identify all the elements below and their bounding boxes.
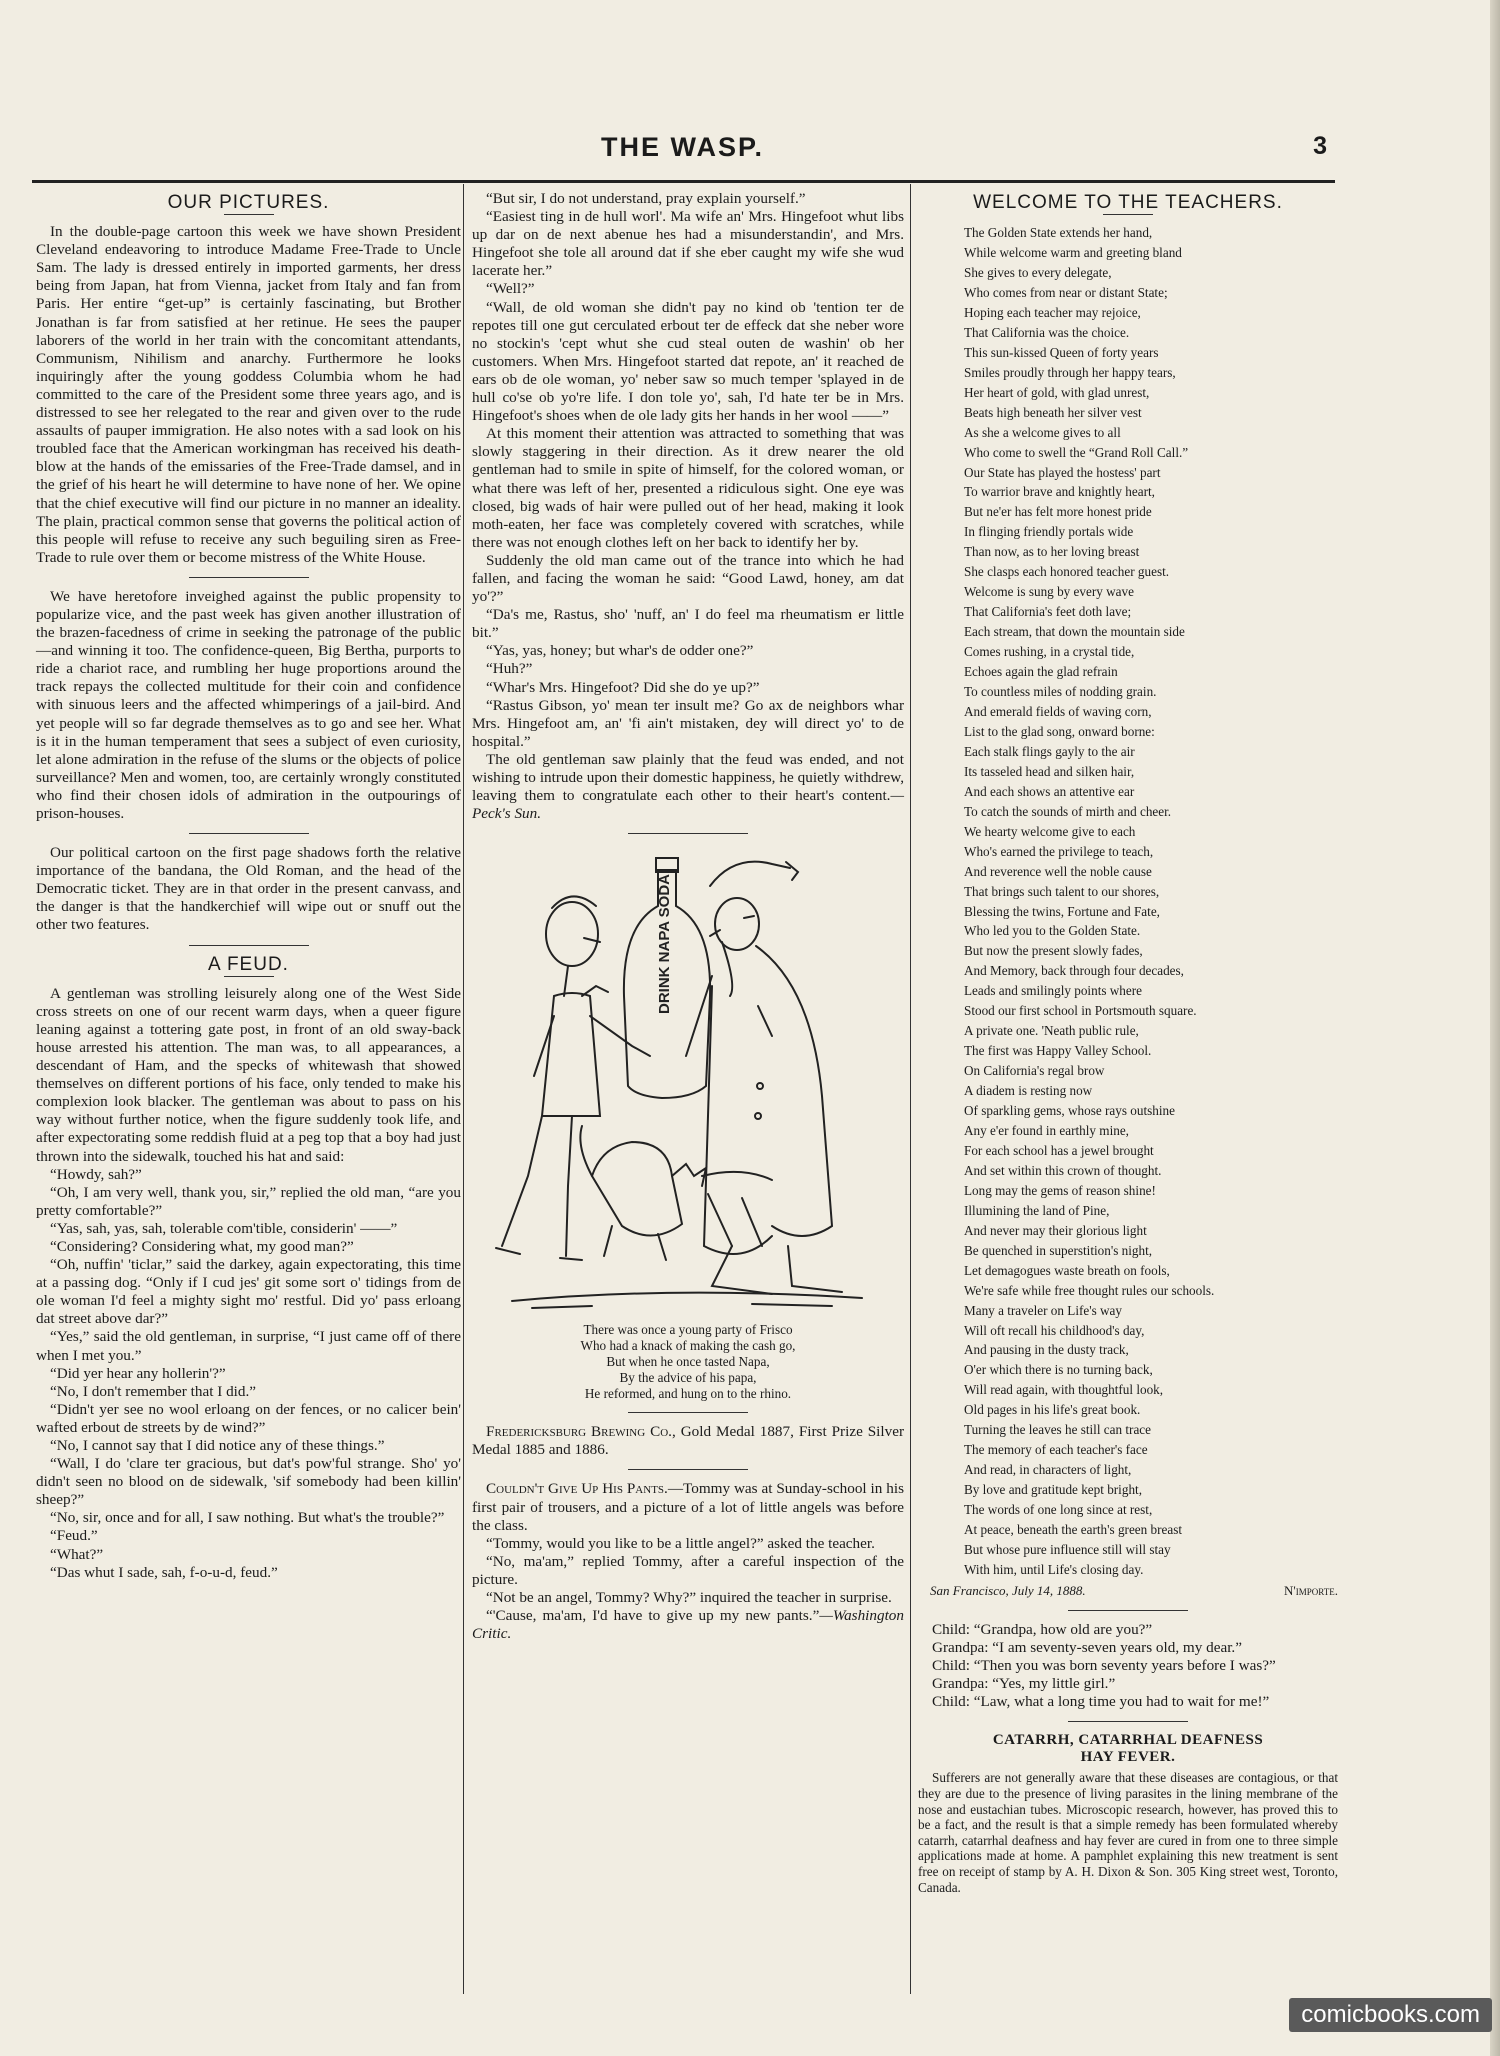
poem-line: And reverence well the noble cause (964, 863, 1152, 879)
poem-line: Our State has played the hostess' part (964, 464, 1161, 480)
poem-line: The Golden State extends her hand, (964, 225, 1153, 241)
dialog-line: Child: “Grandpa, how old are you?” (932, 1621, 1153, 1638)
dialog-line: “But sir, I do not understand, pray explain yourself.” (486, 190, 806, 207)
dialog-line: “Yes,” said the old gentleman, in surprise, “I just came off of there when I met you.” (36, 1328, 461, 1364)
watermark: comicbooks.com (1289, 1998, 1492, 2032)
poem-line: The first was Happy Valley School. (964, 1043, 1152, 1059)
catarrh-ad-text: Sufferers are not generally aware that these diseases are contagious, or that they are due to the presence of living parasites in the lining membrane of the nose and eustachian tubes. Microscopic research, however, has proved this to be a fact, and the result is that a simple remedy has been formulated whereby catarrh, catarrhal deafness and hay fever are cured in from one to three simple applications made at home. A pamphlet explaining this new treatment is sent free on receipt of stamp by A. H. Dixon & Son. 305 King street west, Toronto, Canada. (918, 1770, 1338, 1895)
section-divider (189, 833, 309, 834)
cartoon-drawing (472, 846, 904, 1316)
column-3 (918, 190, 1338, 1895)
poem-line: The words of one long since at rest, (964, 1502, 1153, 1518)
source-credit: —Peck's Sun. (472, 787, 904, 823)
poem-line: For each school has a jewel brought (964, 1142, 1154, 1158)
dialog-line: “Well?” (486, 280, 535, 298)
poem-line: Many a traveler on Life's way (964, 1302, 1122, 1318)
paragraph: We have heretofore inveighed against the public propensity to popularize vice, and the past week has given another illustration of the brazen-facedness of crime in seeking the patronage of the public—and winning it too. The confidence-queen, Big Bertha, purports to ride a chariot race, and rumbling her huge proportions around the track repays the collected multitude for their coin and confidence with sinuous leers and the affected whimperings of a jail-bird. And yet people will so far degrade themselves as to go and see her. What is it in the human temperament that sees a subject of even curiosity, let alone admiration in the refuse of the slums or the objects of police surveillance? Men and women, too, are certainly wrongly constituted who find their chosen idols of admiration in the outpourings of prison-houses. (36, 587, 461, 822)
poem-line: Comes rushing, in a crystal tide, (964, 644, 1135, 660)
dialog-line: “Howdy, sah?” (50, 1165, 142, 1183)
paragraph-text: The old gentleman saw plainly that the feud was ended, and not wishing to intrude upon their domestic happiness, he quietly withdrew, leaving them to congratulate each other to their heart's content. (472, 750, 904, 805)
poem-line: Blessing the twins, Fortune and Fate, (964, 903, 1160, 919)
column-rule-2 (910, 184, 911, 1994)
poem-line: A diadem is resting now (964, 1083, 1093, 1099)
section-divider (628, 1412, 748, 1413)
section-divider (189, 577, 309, 578)
poem-line: Will read again, with thoughtful look, (964, 1382, 1164, 1398)
caption-line: There was once a young party of Frisco (583, 1322, 793, 1338)
dialog-line: “Huh?” (486, 660, 533, 678)
dialog-line: “Yas, sah, yas, sah, tolerable com'tible, considerin' ——” (50, 1219, 398, 1237)
poem-line: In flinging friendly portals wide (964, 524, 1134, 540)
dialog-line: “Considering? Considering what, my good man?” (50, 1237, 354, 1255)
poem-line: At peace, beneath the earth's green breast (964, 1522, 1183, 1538)
poem-line: To countless miles of nodding grain. (964, 684, 1157, 700)
poem-line: That California was the choice. (964, 324, 1130, 340)
poem-line: And each shows an attentive ear (964, 783, 1135, 799)
poem-line: On California's regal brow (964, 1063, 1105, 1079)
page-edge (1490, 0, 1500, 2056)
poem-line: The memory of each teacher's face (964, 1442, 1148, 1458)
brewing-ad (472, 1423, 904, 1459)
welcome-title: WELCOME TO THE TEACHERS. (973, 192, 1283, 213)
dialog-line: “No, ma'am,” replied Tommy, after a careful inspection of the picture. (472, 1552, 904, 1588)
bottle-label: DRINK NAPA SODA (656, 874, 673, 1015)
masthead-rule (32, 180, 1335, 183)
poem-line: Welcome is sung by every wave (964, 584, 1134, 600)
catarrh-title-line: CATARRH, CATARRHAL DEAFNESS (992, 1732, 1264, 1749)
poem-line: Its tasseled head and silken hair, (964, 763, 1135, 779)
dialog-line: “Oh, I am very well, thank you, sir,” replied the old man, “are you pretty comfortable?” (36, 1183, 461, 1219)
dialog-line: “Wall, I do 'clare ter gracious, but dat's pow'ful strange. Sho' yo' didn't seen no blood on de sidewalk, 'sif somebody had been killin' sheep?” (36, 1455, 461, 1509)
poem-line: Each stalk flings gayly to the air (964, 743, 1135, 759)
source-credit: —Washington Critic. (472, 1607, 904, 1643)
poem-line: Echoes again the glad refrain (964, 664, 1118, 680)
poem-line: But whose pure influence still will stay (964, 1542, 1171, 1557)
dialog-line: “Feud.” (50, 1527, 98, 1545)
title-divider (224, 214, 274, 215)
masthead-title: THE WASP. (600, 132, 765, 162)
poem-line: Long may the gems of reason shine! (964, 1182, 1156, 1198)
section-divider (1068, 1610, 1188, 1611)
poem-line: To warrior brave and knightly heart, (964, 484, 1155, 500)
column-2 (472, 190, 904, 1643)
poem-line: To catch the sounds of mirth and cheer. (964, 803, 1172, 819)
poem-line: O'er which there is no turning back, (964, 1362, 1153, 1378)
poem-line: Stood our first school in Portsmouth square. (964, 1003, 1197, 1019)
paragraph: Our political cartoon on the first page shadows forth the relative importance of the bandana, the Old Roman, and the head of the Democratic ticket. They are in that order in the present canvass, and the danger is that the handkerchief will wipe out or snuff out the other two features. (36, 844, 461, 934)
poem-line: Any e'er found in earthly mine, (964, 1122, 1129, 1138)
poem-line: This sun-kissed Queen of forty years (964, 344, 1159, 360)
brewing-ad-text: Gold Medal 1887, First Prize Silver Medal 1885 and 1886. (472, 1423, 905, 1459)
poem-line: We hearty welcome give to each (964, 823, 1136, 839)
dialog-line: “No, sir, once and for all, I saw nothing. But what's the trouble?” (50, 1509, 445, 1527)
story-lead: Couldn't Give Up His Pants. (486, 1480, 668, 1498)
poem-signature-line (930, 1582, 1338, 1600)
dialog-line: “Didn't yer see no wool erloang on der fences, or no calicer bein' wafted erbout de streets by de wind?” (36, 1400, 461, 1436)
dialog-line: “Das whut I sade, sah, f-o-u-d, feud.” (50, 1563, 278, 1581)
paragraph (472, 751, 904, 823)
dialog-line: “Wall, de old woman she didn't pay no kind ob 'tention ter de repotes till one gut cerculated erbout ter de effeck dat she neber wore no stockin's 'cept whut she cud steal outen de washin' ob her customers. When Mrs. Hingefoot started dat repote, an' it reached de ears ob de ole woman, yo' neber saw so much temper 'splayed in de hull co'se ob yo're life. I don tole yo', sah, I'd hate ter be in Mrs. Hingefoot's shoes when de ole lady gits her hands in her wool ——” (472, 298, 904, 425)
dialog-line: “Whar's Mrs. Hingefoot? Did she do ye up?” (486, 678, 760, 696)
poem-line: Illumining the land of Pine, (964, 1202, 1110, 1218)
our-pictures-title: OUR PICTURES. (167, 192, 330, 213)
poem-line: But now the present slowly fades, (964, 943, 1143, 959)
poem-line: Each stream, that down the mountain side (964, 624, 1185, 640)
poem-line: Will oft recall his childhood's day, (964, 1322, 1145, 1338)
poem (964, 223, 1338, 1580)
a-feud-title: A FEUD. (208, 953, 289, 975)
poem-line: She clasps each honored teacher guest. (964, 564, 1170, 580)
poem-line: And pausing in the dusty track, (964, 1342, 1129, 1358)
dialog-line: “Did yer hear any hollerin'?” (50, 1364, 226, 1382)
cartoon-caption (472, 1322, 904, 1402)
poem-line: While welcome warm and greeting bland (964, 245, 1182, 261)
poem-line: By love and gratitude kept bright, (964, 1482, 1142, 1498)
poem-line: She gives to every delegate, (964, 265, 1112, 280)
section-divider (189, 945, 309, 946)
section-divider (1068, 1721, 1188, 1722)
poem-line: And never may their glorious light (964, 1222, 1147, 1238)
poem-line: List to the glad song, onward borne: (964, 723, 1155, 739)
catarrh-title-line: HAY FEVER. (1080, 1749, 1176, 1766)
dialog-line: “Oh, nuffin' 'ticlar,” said the darkey, again expectorating, this time at a passing dog. “Only if I cud jes' git some sort o' tidings from de ole woman I'd feel a mighty sight mo' restful. Did yo' pass erloang dat street above dar?” (36, 1256, 461, 1328)
poem-line: Let demagogues waste breath on fools, (964, 1262, 1170, 1278)
caption-line: Who had a knack of making the cash go, (580, 1338, 796, 1354)
dialog-line: “What?” (50, 1545, 104, 1563)
column-rule-1 (463, 184, 464, 1994)
caption-line: By the advice of his papa, (619, 1370, 757, 1386)
poem-line: Turning the leaves he still can trace (964, 1422, 1152, 1438)
dialog-line: Grandpa: “I am seventy-seven years old, my dear.” (932, 1639, 1242, 1657)
dateline: San Francisco, July 14, 1888. (930, 1582, 1086, 1598)
paragraph (472, 1480, 904, 1534)
section-divider (628, 1469, 748, 1470)
caption-line: But when he once tasted Napa, (606, 1354, 770, 1370)
brewery-name: Fredericksburg Brewing Co., (486, 1423, 676, 1441)
poem-line: Old pages in his life's great book. (964, 1402, 1141, 1418)
paragraph-text: —Tommy was at Sunday-school in his first pair of trousers, and a picture of a lot of little angels was before the class. (472, 1480, 904, 1534)
paragraph: Suddenly the old man came out of the trance into which he had fallen, and facing the woman he said: “Good Lawd, honey, am dat yo'?” (472, 551, 904, 606)
poem-line: Leads and smilingly points where (964, 983, 1142, 999)
dialog-line: “Yas, yas, honey; but whar's de odder one?” (486, 642, 754, 660)
poem-line: Than now, as to her loving breast (964, 544, 1140, 560)
poem-line: But ne'er has felt more honest pride (964, 504, 1152, 520)
cartoon-illustration (472, 846, 904, 1316)
title-divider (224, 976, 274, 977)
poem-line: Beats high beneath her silver vest (964, 404, 1142, 420)
poem-line: A private one. 'Neath public rule, (964, 1023, 1139, 1039)
poem-line: Who comes from near or distant State; (964, 284, 1168, 300)
dialog-line: “No, I don't remember that I did.” (50, 1382, 257, 1400)
poem-line: And read, in characters of light, (964, 1462, 1132, 1478)
catarrh-title (918, 1732, 1338, 1766)
poem-line: That brings such talent to our shores, (964, 883, 1160, 899)
poem-line: And Memory, back through four decades, (964, 963, 1184, 979)
dialog-line: “Easiest ting in de hull worl'. Ma wife an' Mrs. Hingefoot whut libs up dar on de next abenue hes had a misunderstandin', and Mrs. Hingefoot she tole all around dat if she eber caught my wife she wud lacerate her.” (472, 208, 904, 280)
dialog-line: “Da's me, Rastus, sho' 'nuff, an' I do feel ma rheumatism er little bit.” (472, 606, 904, 642)
poem-line: And emerald fields of waving corn, (964, 703, 1152, 719)
dialog-line: “No, I cannot say that I did notice any of these things.” (50, 1437, 385, 1454)
dialog-line: “Not be an angel, Tommy? Why?” inquired the teacher in surprise. (486, 1589, 892, 1607)
section-divider (628, 833, 748, 834)
poem-line: That California's feet doth lave; (964, 604, 1132, 620)
poem-line: Who led you to the Golden State. (964, 923, 1141, 939)
page-number: 3 (1313, 132, 1327, 160)
poem-line: Be quenched in superstition's night, (964, 1242, 1153, 1258)
poem-line: With him, until Life's closing day. (964, 1561, 1144, 1577)
title-divider (1103, 214, 1153, 215)
poem-line: Who's earned the privilege to teach, (964, 843, 1154, 859)
poem-line: As she a welcome gives to all (964, 424, 1121, 440)
poem-line: Her heart of gold, with glad unrest, (964, 384, 1150, 400)
poem-line: Hoping each teacher may rejoice, (964, 304, 1141, 320)
signature: N'importe. (1284, 1582, 1338, 1598)
dialog-line: “Tommy, would you like to be a little angel?” asked the teacher. (486, 1534, 875, 1552)
dialog-line: Child: “Then you was born seventy years before I was?” (932, 1657, 1276, 1675)
paragraph-text: “'Cause, ma'am, I'd have to give up my new pants.” (486, 1607, 820, 1625)
masthead (30, 132, 1335, 168)
poem-line: Of sparkling gems, whose rays outshine (964, 1103, 1175, 1119)
poem-line: We're safe while free thought rules our schools. (964, 1282, 1215, 1298)
dialog-line: Child: “Law, what a long time you had to wait for me!” (932, 1693, 1270, 1711)
caption-line: He reformed, and hung on to the rhino. (584, 1386, 792, 1402)
poem-line: And set within this crown of thought. (964, 1162, 1162, 1178)
paragraph: In the double-page cartoon this week we have shown President Cleveland endeavoring to introduce Madame Free-Trade to Uncle Sam. The lady is dressed entirely in imported garments, her dress being from Japan, hat from Vienna, jacket from Italy and fan from Paris. Her entire “get-up” is certainly fascinating, but Brother Jonathan is far from satisfied at her retinue. He sees the pauper laborers of the world in her train with the concomitant attendants, Communism, Nihilism and anarchy. Furthermore he looks inquiringly after the young goddess Columbia whom he had committed to the care of the President some three years ago, and is distressed to see her relegated to the rear and given over to the rude assaults of pauper immigration. He also notes with a sad look on his troubled face that the American workingman has received his death-blow at the hands of the emissaries of the Free-Trade damsel, and in the grief of his heart he will determine to have none of her. We opine that the chief executive will find our picture in no manner an ideality. The plain, practical common sense that governs the political action of this people will refuse to receive any such beguiling siren as Free-Trade to rule over them or become mistress of the White House. (36, 223, 461, 566)
paragraph: At this moment their attention was attracted to something that was slowly staggering in their direction. As it drew nearer the old gentleman had to smile in spite of himself, for the colored woman, or what there was left of her, presented a ridiculous sight. One eye was closed, big wads of hair were pulled out of her head, making it look moth-eaten, her face was completely covered with scratches, while there was not enough clothes left on her back to identify her by. (472, 425, 904, 551)
poem-line: Smiles proudly through her happy tears, (964, 364, 1176, 380)
dialog-line (472, 1607, 904, 1643)
column-1 (36, 190, 461, 1582)
poem-line: Who come to swell the “Grand Roll Call.” (964, 444, 1189, 460)
dialog-line: Grandpa: “Yes, my little girl.” (932, 1675, 1116, 1693)
dialog-line: “Rastus Gibson, yo' mean ter insult me? Go ax de neighbors whar Mrs. Hingefoot am, an' 'fi ain't mistaken, dey will direct yo' to de hospital.” (472, 696, 904, 750)
paragraph: A gentleman was strolling leisurely along one of the West Side cross streets on one of our recent warm days, when a queer figure leaning against a tottering gate post, in front of an old sway-back house arrested his attention. The man was, to all appearances, a descendant of Ham, and the specks of whitewash that showed themselves on different portions of his face, only tended to make his complexion look blacker. The gentleman was about to pass on his way without further notice, when the figure suddenly took life, and after expectorating some reddish fluid at a peg top that a boy had just thrown into the sidewalk, touched his hat and said: (36, 984, 461, 1165)
